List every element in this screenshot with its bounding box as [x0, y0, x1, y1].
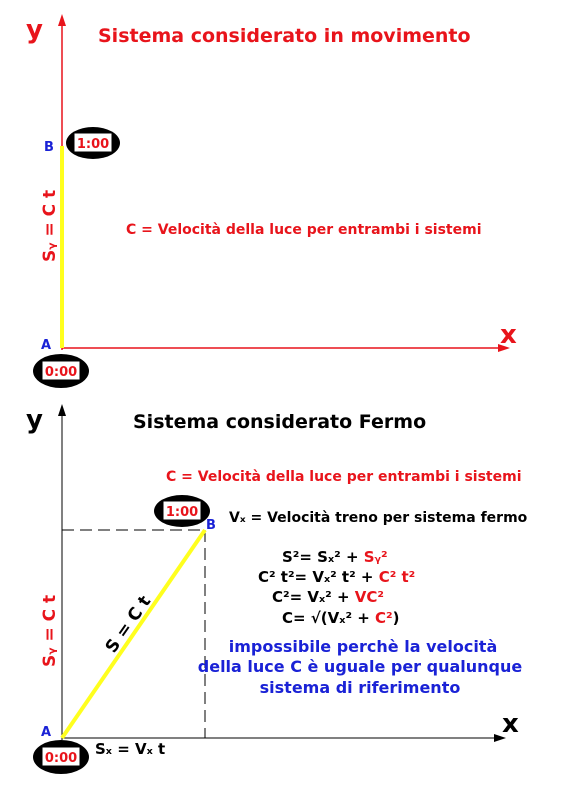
bottom-clock-a: [33, 740, 89, 774]
equation-3-main: C²= Vₓ² +: [272, 588, 355, 606]
top-clock-a: [33, 354, 89, 388]
top-x-axis-label: x: [500, 320, 517, 350]
top-clock-b-time: 1:00: [76, 137, 110, 152]
equation-4: [282, 609, 399, 627]
bottom-sy-label: Sᵧ = C t: [40, 594, 60, 667]
impossible-line-2: della luce C è uguale per qualunque: [197, 657, 523, 676]
bottom-y-axis-label: y: [26, 405, 43, 435]
top-title: Sistema considerato in movimento: [98, 25, 471, 47]
bottom-point-a: A: [41, 725, 52, 740]
top-c-note: C = Velocità della luce per entrambi i sistemi: [126, 222, 482, 238]
bottom-sx-label: Sₓ = Vₓ t: [95, 740, 166, 758]
top-y-axis-label: y: [26, 15, 43, 45]
bottom-x-axis-label: x: [502, 709, 519, 739]
equation-1-red: Sᵧ²: [363, 548, 388, 566]
top-clock-b: [66, 127, 120, 159]
equation-4-main: C= √(Vₓ² +: [282, 609, 376, 627]
equation-1: [282, 548, 388, 566]
top-clock-a-time: 0:00: [44, 365, 78, 380]
impossible-line-3: sistema di riferimento: [259, 678, 461, 697]
bottom-y-arrow-icon: [58, 404, 66, 416]
bottom-c-note: C = Velocità della luce per entrambi i sistemi: [166, 469, 522, 485]
equation-3-red: VC²: [354, 588, 384, 606]
equation-1-main: S²= Sₓ² +: [282, 548, 364, 566]
bottom-clock-b-time: 1:00: [165, 505, 199, 520]
top-diagram: [26, 14, 517, 388]
top-sy-label: Sᵧ = C t: [40, 189, 60, 262]
bottom-clock-b: [154, 495, 210, 527]
bottom-title: Sistema considerato Fermo: [133, 411, 427, 433]
bottom-clock-a-time: 0:00: [44, 751, 78, 766]
top-y-arrow-icon: [58, 14, 66, 26]
top-point-b: B: [44, 140, 54, 155]
bottom-s-label: S = C t: [101, 592, 156, 657]
impossible-line-1: impossibile perchè la velocità: [228, 637, 498, 656]
equation-2-main: C² t²= Vₓ² t² +: [258, 568, 379, 586]
bottom-point-b: B: [206, 518, 216, 533]
equation-3: [272, 588, 384, 606]
equation-2: [258, 568, 415, 586]
equation-2-red: C² t²: [378, 568, 416, 586]
equation-4-end: ): [392, 609, 400, 627]
equation-4-red: C²: [375, 609, 393, 627]
top-point-a: A: [41, 338, 52, 353]
bottom-diagram: [26, 404, 528, 774]
bottom-vx-note: Vₓ = Velocità treno per sistema fermo: [229, 510, 528, 526]
